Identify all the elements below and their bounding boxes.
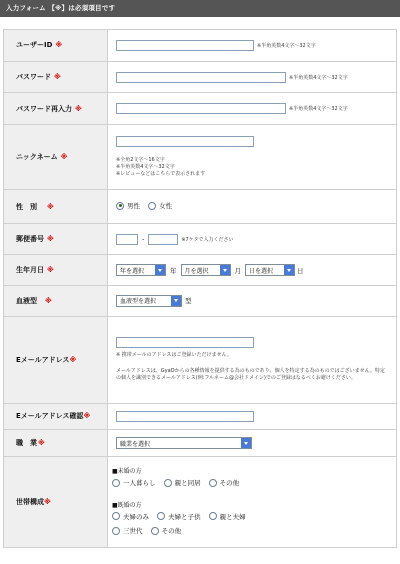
row-password-confirm [4,93,397,125]
nickname-note-1: ※全角2文字〜16文字 [116,156,165,163]
user-id-label: ユーザーID [16,41,53,50]
household-single-option-label: 一人暮らし [123,479,156,488]
postal-label: 郵便番号 [16,235,44,244]
household-married-title: ■既婚の方 [112,501,142,509]
job-label-cell [4,430,108,457]
row-household [4,456,397,547]
birth-year-select[interactable] [116,264,166,276]
radio-icon[interactable] [112,479,120,487]
required-mark: ※ [38,439,45,448]
job-select-value: 職業を選択 [120,440,151,448]
required-mark: ※ [47,202,54,211]
registration-form [3,29,397,548]
blood-label: 血液型 [16,296,37,305]
user-id-note: ※半角英数4文字〜32文字 [257,42,316,49]
job-value-cell [108,430,397,457]
email-confirm-label-cell [4,403,108,430]
form-header [0,0,400,17]
household-married-option-label: 夫婦と子供 [168,512,201,521]
birth-month-select-value: 月を選択 [184,267,209,275]
blood-type-select-value: 血液型を選択 [120,298,157,306]
birth-year-unit: 年 [170,266,177,275]
nickname-input[interactable] [116,136,254,147]
gender-label: 性 別 [16,202,37,211]
job-label: 職 業 [16,439,37,448]
birth-day-select-value: 日を選択 [249,267,274,275]
household-married-option-label: 三世代 [123,527,143,536]
postal-value-cell [108,224,397,255]
birth-month-unit: 月 [234,266,241,275]
user-id-label-cell [4,30,108,62]
household-married-option-4[interactable] [112,526,143,535]
row-birthday [4,255,397,286]
gender-option-female[interactable] [148,201,172,210]
required-mark: ※ [83,412,91,421]
postal-input-1[interactable] [116,234,138,245]
row-password [4,61,397,93]
household-married-options-row-1 [112,512,396,523]
household-single-option-label: その他 [219,479,240,488]
required-mark: ※ [75,104,82,113]
row-job [4,430,397,457]
user-id-value-cell [108,30,397,62]
password-confirm-value-cell [108,93,397,125]
email-label-cell [4,316,108,403]
household-single-option-label: 親と同居 [174,479,201,488]
required-mark: ※ [47,235,54,244]
row-blood [4,285,397,316]
postal-note: ※7ケタで入力ください [181,236,234,243]
blood-type-unit: 型 [185,297,192,306]
radio-icon[interactable] [209,512,217,520]
email-confirm-input[interactable] [116,411,254,422]
required-mark: ※ [44,497,51,506]
email-label: Eメールアドレス [16,355,70,364]
nickname-note-3: ※レビューなどはこちらで表示されます [116,170,206,177]
blood-value-cell [108,285,397,316]
birthday-label: 生年月日 [16,266,44,275]
required-mark: ※ [55,41,63,50]
household-married-option-1[interactable] [112,512,149,521]
chevron-down-icon[interactable] [171,296,181,306]
row-nickname [4,125,397,189]
form-header-title: 入力フォーム 【※】は必須項目です [6,4,116,12]
gender-option-male[interactable] [116,201,140,210]
household-single-option-2[interactable] [164,478,201,487]
chevron-down-icon[interactable] [241,438,251,448]
birth-year-select-value: 年を選択 [120,267,145,275]
chevron-down-icon[interactable] [284,265,294,275]
household-single-title: ■未婚の方 [112,468,142,476]
email-note-1: ※ 携帯メールのアドレスはご登録いただけません。 [116,352,232,359]
password-value-cell [108,61,397,93]
job-select[interactable] [116,437,252,449]
radio-icon[interactable] [151,527,159,535]
email-value-cell [108,316,397,403]
birth-day-unit: 日 [297,266,304,275]
password-label: パスワード [16,73,51,82]
row-gender [4,189,397,224]
household-married-options-row-2 [112,526,396,537]
password-confirm-label-cell [4,93,108,125]
radio-icon[interactable] [148,202,156,210]
row-user-id [4,30,397,62]
password-confirm-note: ※半角英数4文字〜32文字 [289,106,348,113]
required-mark: ※ [47,266,54,275]
gender-value-cell [108,189,397,224]
password-label-cell [4,61,108,93]
household-married-option-label: 親と夫婦 [219,512,246,521]
radio-icon[interactable] [164,479,172,487]
radio-icon[interactable] [157,512,165,520]
household-value-cell [108,456,397,547]
household-single-options [112,478,396,489]
password-note: ※半角英数4文字〜32文字 [289,74,348,81]
row-postal [4,224,397,255]
gender-male-label: 男性 [127,202,140,211]
postal-input-2[interactable] [148,234,178,245]
birthday-value-cell [108,255,397,286]
radio-icon[interactable] [112,512,120,520]
household-single-option-3[interactable] [209,478,240,487]
birth-day-select[interactable] [245,264,295,276]
password-confirm-input[interactable] [116,103,286,114]
nickname-label: ニックネーム [16,152,58,161]
blood-type-select[interactable] [116,295,182,307]
gender-female-label: 女性 [159,202,173,211]
row-email-confirm [4,403,397,430]
nickname-label-cell [4,125,108,189]
blood-label-cell [4,285,108,316]
postal-separator: - [142,235,145,244]
chevron-down-icon[interactable] [220,265,230,275]
household-married-option-label: 夫婦のみ [123,512,149,521]
user-id-input[interactable] [116,40,254,51]
required-mark: ※ [69,355,77,364]
radio-icon[interactable] [209,479,217,487]
radio-selected-icon[interactable] [116,202,124,210]
household-married-option-label: その他 [161,527,182,536]
nickname-note-2: ※半角英数4文字〜32文字 [116,163,175,170]
required-mark: ※ [45,296,52,305]
required-mark: ※ [54,73,61,82]
required-mark: ※ [60,152,68,161]
household-married-option-2[interactable] [157,512,201,521]
nickname-value-cell [108,125,397,189]
email-note-2: メールアドレスは、GyaOからの各種情報を提供する為のものであり、個人を特定する為のものではございません。特定の個人を識別できるメールアドレス(例:フルネーム@会社ドメイン)でのご登録はなるべくお避けください。 [116,368,385,382]
row-email [4,316,397,403]
household-married-option-3[interactable] [209,512,246,521]
gender-label-cell [4,189,108,224]
radio-icon[interactable] [112,527,120,535]
email-input[interactable] [116,337,254,348]
household-married-option-5[interactable] [151,526,182,535]
birthday-label-cell [4,255,108,286]
birth-month-select[interactable] [181,264,231,276]
password-confirm-label: パスワード再入力 [16,104,72,113]
password-input[interactable] [116,72,286,83]
email-confirm-label: Eメールアドレス確認 [16,412,84,421]
household-label-cell [4,456,108,547]
chevron-down-icon[interactable] [155,265,165,275]
email-confirm-value-cell [108,403,397,430]
household-single-option-1[interactable] [112,478,156,487]
postal-label-cell [4,224,108,255]
household-label: 世帯構成 [16,497,44,506]
